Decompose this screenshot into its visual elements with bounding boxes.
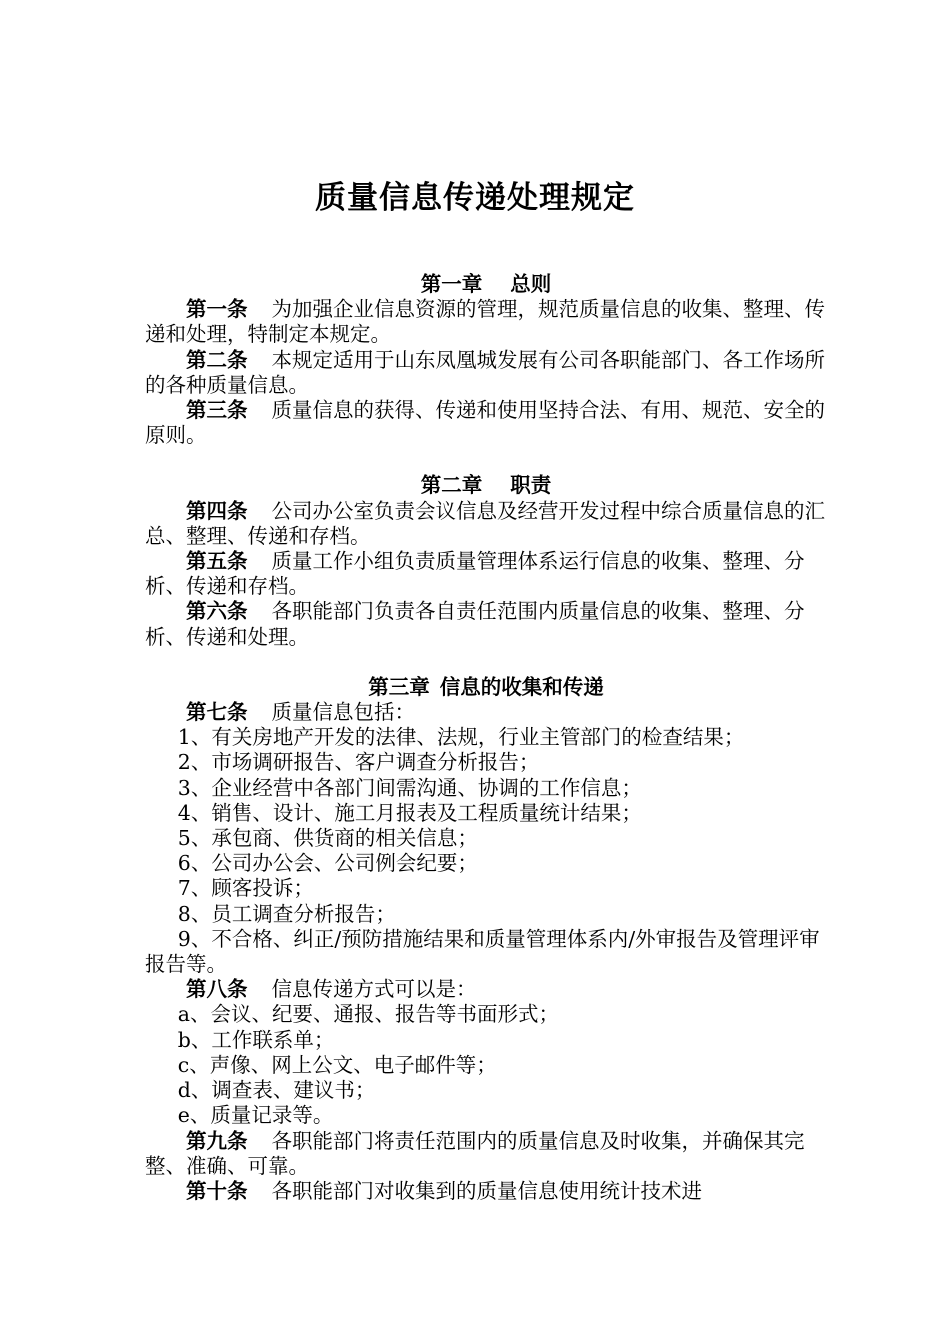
chapter-number: 第一章 bbox=[420, 272, 483, 296]
article-label: 第六条 bbox=[186, 599, 248, 624]
article-label: 第四条 bbox=[186, 498, 248, 523]
list-item: 5、承包商、供货商的相关信息； bbox=[177, 826, 478, 851]
article-label: 第八条 bbox=[186, 977, 248, 1002]
list-item: 6、公司办公会、公司例会纪要； bbox=[177, 851, 478, 876]
list-item: d、调查表、建议书； bbox=[177, 1078, 376, 1103]
chapter-number: 第二章 bbox=[420, 473, 483, 498]
article-text: 各职能部门对收集到的质量信息使用统计技术进 bbox=[271, 1178, 702, 1203]
chapter-number: 第三章 bbox=[368, 674, 430, 699]
article-text: 公司办公室负责会议信息及经营开发过程中综合质量信息的汇总、整理、传递和存档。 bbox=[145, 498, 825, 548]
article-text: 各职能部门将责任范围内的质量信息及时收集，并确保其完整、准确、可靠。 bbox=[145, 1128, 805, 1178]
article-label: 第五条 bbox=[186, 549, 248, 574]
article-9 bbox=[145, 1129, 827, 1179]
chapter-heading-3 bbox=[145, 675, 827, 700]
article-label: 第三条 bbox=[186, 398, 248, 423]
article-5 bbox=[145, 549, 827, 599]
list-item: 1、有关房地产开发的法律、法规，行业主管部门的检查结果； bbox=[177, 725, 745, 750]
chapter-name: 职责 bbox=[510, 473, 552, 498]
article-label: 第七条 bbox=[186, 700, 248, 725]
list-item: 2、市场调研报告、客户调查分析报告； bbox=[177, 750, 540, 775]
list-item: e、质量记录等。 bbox=[177, 1103, 334, 1128]
article-text: 信息传递方式可以是： bbox=[271, 977, 477, 1002]
article-text: 质量工作小组负责质量管理体系运行信息的收集、整理、分析、传递和存档。 bbox=[145, 549, 805, 599]
article-label: 第二条 bbox=[186, 347, 248, 372]
chapter-name: 信息的收集和传递 bbox=[439, 674, 604, 699]
document-title: 质量信息传递处理规定 bbox=[315, 180, 635, 216]
article-6 bbox=[145, 599, 827, 649]
article-text: 质量信息包括： bbox=[271, 700, 415, 725]
article-label: 第一条 bbox=[186, 297, 248, 322]
chapter-heading-1 bbox=[145, 272, 827, 297]
chapter-heading-2 bbox=[145, 473, 827, 498]
list-item: 9、不合格、纠正/预防措施结果和质量管理体系内/外审报告及管理评审报告等。 bbox=[145, 926, 820, 977]
article-label: 第十条 bbox=[186, 1178, 248, 1203]
article-4 bbox=[145, 499, 827, 549]
article-text: 各职能部门负责各自责任范围内质量信息的收集、整理、分析、传递和处理。 bbox=[145, 599, 805, 649]
list-item: 7、顾客投诉； bbox=[177, 876, 314, 901]
list-item: 8、员工调查分析报告； bbox=[177, 901, 396, 926]
list-item: 3、企业经营中各部门间需沟通、协调的工作信息； bbox=[177, 775, 642, 800]
list-item: b、工作联系单； bbox=[177, 1027, 335, 1052]
article-text: 本规定适用于山东凤凰城发展有公司各职能部门、各工作场所的各种质量信息。 bbox=[145, 347, 825, 397]
article-text: 质量信息的获得、传递和使用坚持合法、有用、规范、安全的原则。 bbox=[145, 398, 825, 448]
document-body bbox=[145, 272, 827, 1204]
article-10 bbox=[145, 1179, 827, 1204]
article-label: 第九条 bbox=[186, 1128, 248, 1153]
article-3 bbox=[145, 398, 827, 448]
chapter-name: 总则 bbox=[510, 272, 552, 296]
list-item: 4、销售、设计、施工月报表及工程质量统计结果； bbox=[177, 800, 642, 825]
article-1 bbox=[145, 297, 827, 347]
article-text: 为加强企业信息资源的管理，规范质量信息的收集、整理、传递和处理，特制定本规定。 bbox=[145, 297, 825, 347]
list-item: a、会议、纪要、通报、报告等书面形式； bbox=[177, 1002, 560, 1027]
article-8 bbox=[145, 977, 827, 1002]
article-7 bbox=[145, 700, 827, 725]
list-item: c、声像、网上公文、电子邮件等； bbox=[177, 1052, 497, 1077]
article-2 bbox=[145, 348, 827, 398]
